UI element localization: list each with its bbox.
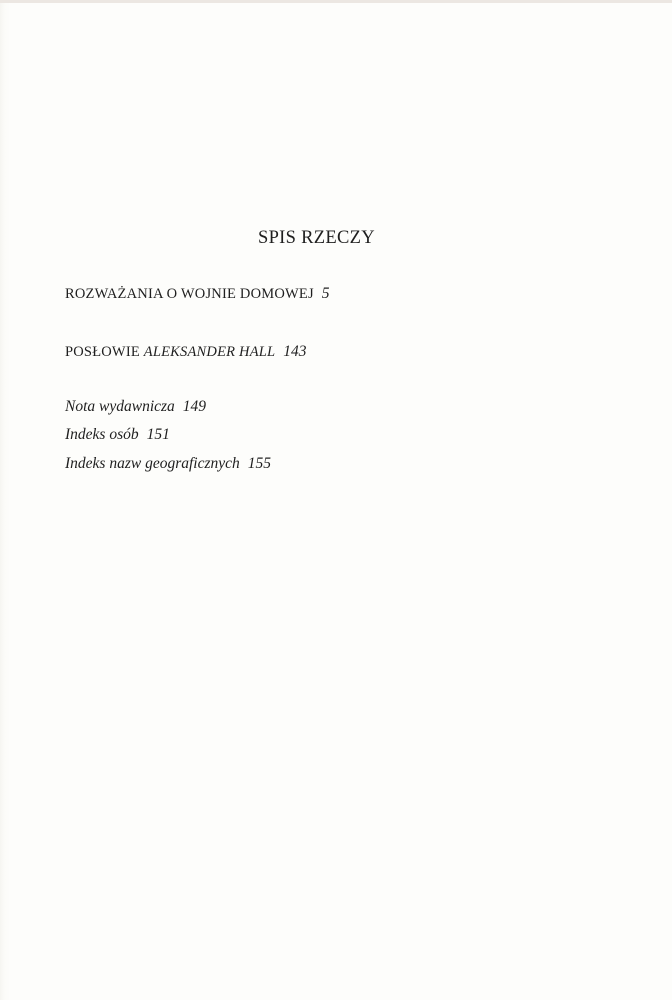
toc-entry-page: 155: [247, 455, 272, 472]
toc-entry-title: Indeks osób: [65, 426, 139, 443]
page-top-edge: [0, 0, 672, 3]
toc-entry-title: ROZWAŻANIA O WOJNIE DOMOWEJ: [65, 286, 314, 302]
toc-entry-page: 151: [146, 426, 170, 443]
toc-entry-page: 149: [182, 398, 207, 415]
toc-entry-title: POSŁOWIE: [65, 344, 140, 360]
toc-entry: [65, 426, 170, 444]
toc-entry: [65, 343, 307, 361]
toc-entry: [65, 285, 330, 303]
toc-entry: [65, 398, 206, 416]
toc-entry-title: Nota wydawnicza: [65, 398, 175, 415]
toc-entry-title: Indeks nazw geograficznych: [65, 455, 240, 472]
toc-title: SPIS RZECZY: [258, 228, 375, 248]
toc-entry-author: ALEKSANDER HALL: [143, 344, 276, 360]
toc-entry: [65, 455, 271, 473]
toc-entry-page: 5: [321, 285, 330, 302]
toc-entry-page: 143: [283, 343, 307, 360]
